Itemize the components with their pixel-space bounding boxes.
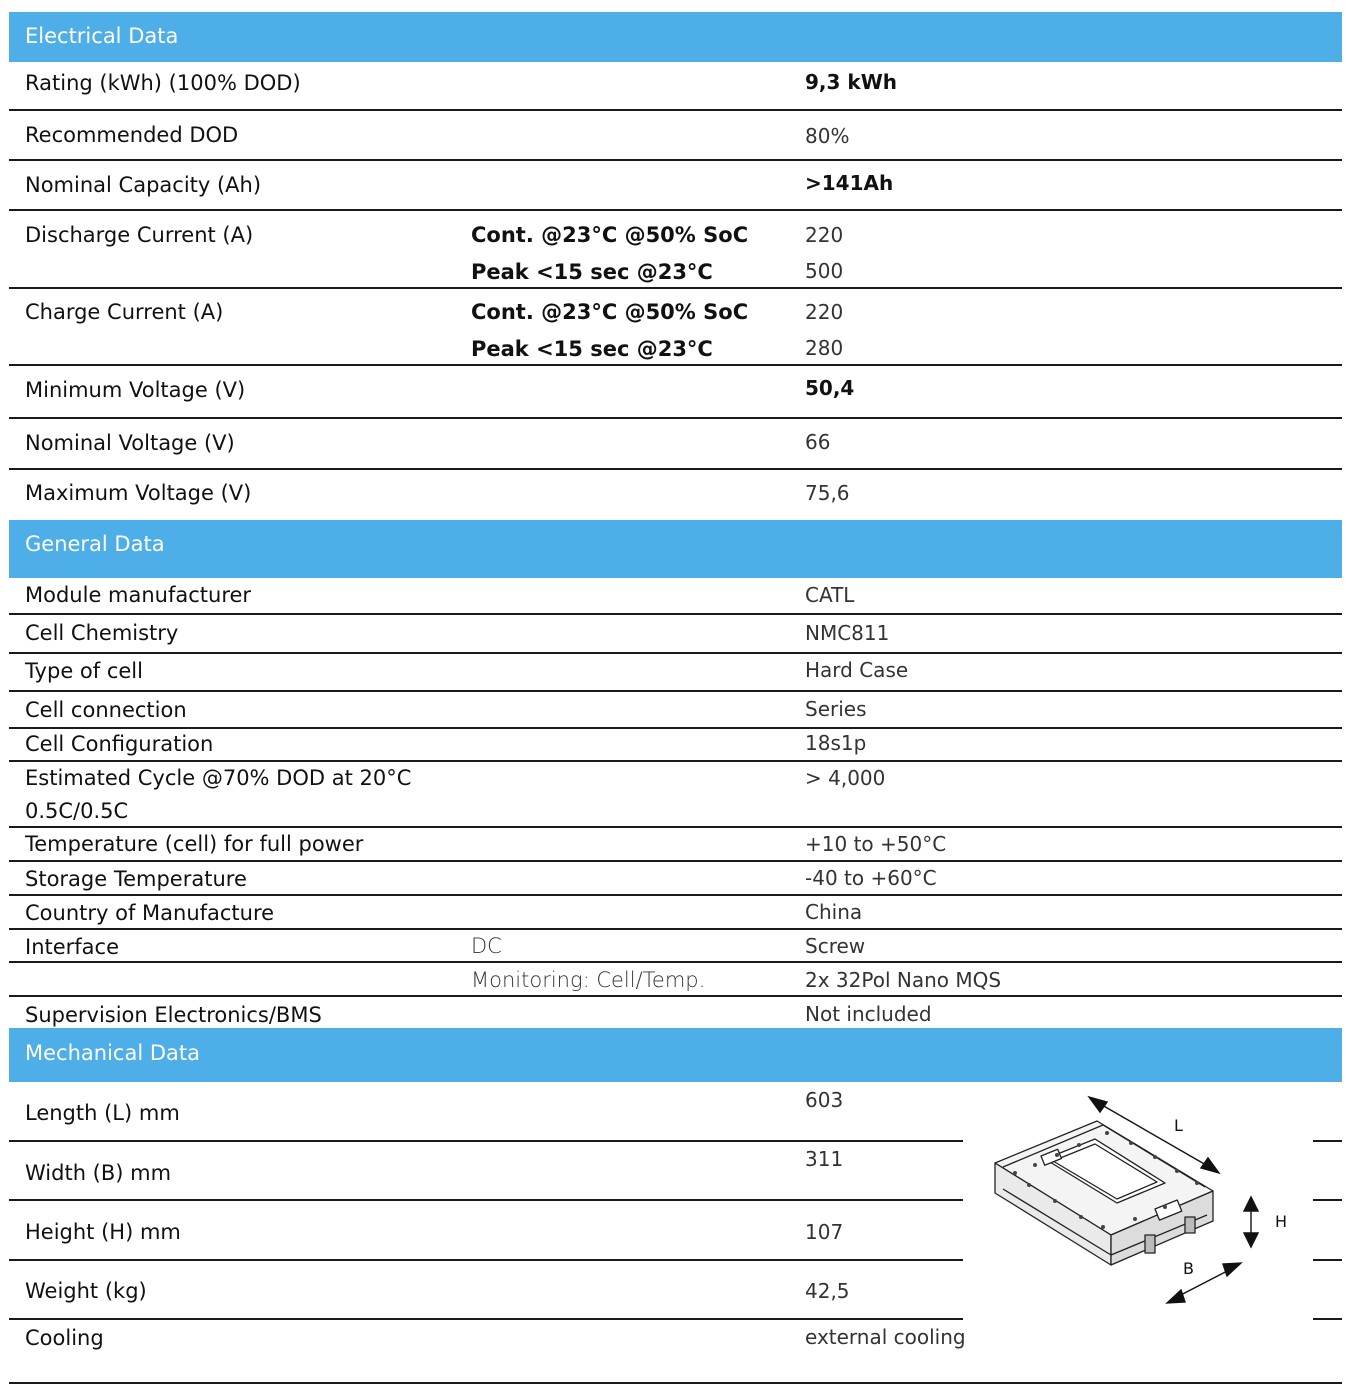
cell-chemistry-value: NMC811 <box>805 621 890 645</box>
battery-module-drawing <box>985 1085 1315 1315</box>
width-value: 311 <box>805 1147 844 1171</box>
length-label: Length (L) mm <box>25 1101 180 1125</box>
interface-label: Interface <box>25 935 120 959</box>
height-value: 107 <box>805 1220 844 1244</box>
discharge-current-label: Discharge Current (A) <box>25 223 254 247</box>
weight-label: Weight (kg) <box>25 1279 147 1303</box>
interface-monitoring-label: Monitoring: Cell/Temp. <box>471 968 706 992</box>
dimension-l-label: L <box>1174 1116 1183 1135</box>
charge-cont-value: 220 <box>805 300 844 324</box>
recommended-dod-label: Recommended DOD <box>25 123 239 147</box>
minimum-voltage-value: 50,4 <box>805 376 855 400</box>
nominal-capacity-value: >141Ah <box>805 171 894 195</box>
temperature-full-power-value: +10 to +50°C <box>805 832 947 856</box>
type-of-cell-value: Hard Case <box>805 658 909 682</box>
electrical-data-header: Electrical Data <box>9 12 1342 62</box>
discharge-peak-value: 500 <box>805 259 844 283</box>
interface-dc-label: DC <box>471 934 502 958</box>
supervision-bms-label: Supervision Electronics/BMS <box>25 1003 322 1027</box>
row-divider <box>9 159 1342 161</box>
width-label: Width (B) mm <box>25 1161 172 1185</box>
row-divider <box>9 995 1342 997</box>
cell-connection-value: Series <box>805 697 867 721</box>
interface-monitoring-value: 2x 32Pol Nano MQS <box>805 968 1002 992</box>
row-divider <box>9 894 1342 896</box>
cell-chemistry-label: Cell Chemistry <box>25 621 179 645</box>
cooling-label: Cooling <box>25 1326 104 1350</box>
dimension-b-label: B <box>1183 1259 1194 1278</box>
row-divider <box>9 364 1342 366</box>
charge-peak-value: 280 <box>805 336 844 360</box>
general-data-header: General Data <box>9 520 1342 578</box>
weight-value: 42,5 <box>805 1279 850 1303</box>
interface-dc-value: Screw <box>805 934 866 958</box>
row-divider <box>9 1199 963 1201</box>
charge-peak-label: Peak <15 sec @23°C <box>471 337 713 361</box>
country-of-manufacture-label: Country of Manufacture <box>25 901 275 925</box>
cell-configuration-label: Cell Configuration <box>25 732 214 756</box>
height-label: Height (H) mm <box>25 1220 181 1244</box>
row-divider <box>9 690 1342 692</box>
charge-current-label: Charge Current (A) <box>25 300 224 324</box>
rating-label: Rating (kWh) (100% DOD) <box>25 71 301 95</box>
row-divider <box>9 613 1342 615</box>
row-divider <box>9 417 1342 419</box>
estimated-cycle-label: Estimated Cycle @70% DOD at 20°C <box>25 766 412 790</box>
discharge-cont-label: Cont. @23°C @50% SoC <box>471 223 749 247</box>
row-divider <box>9 1318 963 1320</box>
row-divider <box>9 1140 963 1142</box>
country-of-manufacture-value: China <box>805 900 863 924</box>
mechanical-data-header: Mechanical Data <box>9 1028 1342 1082</box>
nominal-voltage-value: 66 <box>805 430 831 454</box>
temperature-full-power-label: Temperature (cell) for full power <box>25 832 364 856</box>
storage-temperature-label: Storage Temperature <box>25 867 247 891</box>
row-divider <box>9 727 1342 729</box>
cell-connection-label: Cell connection <box>25 698 187 722</box>
row-divider <box>1313 1199 1342 1201</box>
row-divider <box>9 860 1342 862</box>
estimated-cycle-label-line2: 0.5C/0.5C <box>25 799 129 823</box>
cooling-value: external cooling <box>805 1325 966 1349</box>
dimension-h-label: H <box>1275 1212 1288 1231</box>
row-divider <box>9 652 1342 654</box>
row-divider <box>9 760 1342 762</box>
recommended-dod-value: 80% <box>805 124 850 148</box>
row-divider <box>1313 1140 1342 1142</box>
module-manufacturer-label: Module manufacturer <box>25 583 252 607</box>
row-divider <box>1313 1318 1342 1320</box>
row-divider <box>9 468 1342 470</box>
supervision-bms-value: Not included <box>805 1002 932 1026</box>
row-divider <box>1313 1259 1342 1261</box>
length-value: 603 <box>805 1088 844 1112</box>
estimated-cycle-value: > 4,000 <box>805 766 886 790</box>
row-divider <box>9 287 1342 289</box>
discharge-peak-label: Peak <15 sec @23°C <box>471 260 713 284</box>
type-of-cell-label: Type of cell <box>25 659 143 683</box>
row-divider <box>9 209 1342 211</box>
row-divider <box>9 826 1342 828</box>
row-divider <box>9 961 1342 963</box>
row-divider <box>9 109 1342 111</box>
cell-configuration-value: 18s1p <box>805 731 867 755</box>
maximum-voltage-label: Maximum Voltage (V) <box>25 481 252 505</box>
nominal-capacity-label: Nominal Capacity (Ah) <box>25 173 262 197</box>
minimum-voltage-label: Minimum Voltage (V) <box>25 378 246 402</box>
module-manufacturer-value: CATL <box>805 583 855 607</box>
maximum-voltage-value: 75,6 <box>805 481 850 505</box>
row-divider <box>9 1259 963 1261</box>
charge-cont-label: Cont. @23°C @50% SoC <box>471 300 749 324</box>
rating-value: 9,3 kWh <box>805 70 897 94</box>
storage-temperature-value: -40 to +60°C <box>805 866 937 890</box>
discharge-cont-value: 220 <box>805 223 844 247</box>
table-bottom-border <box>9 1382 1342 1384</box>
nominal-voltage-label: Nominal Voltage (V) <box>25 431 235 455</box>
row-divider <box>9 928 1342 930</box>
